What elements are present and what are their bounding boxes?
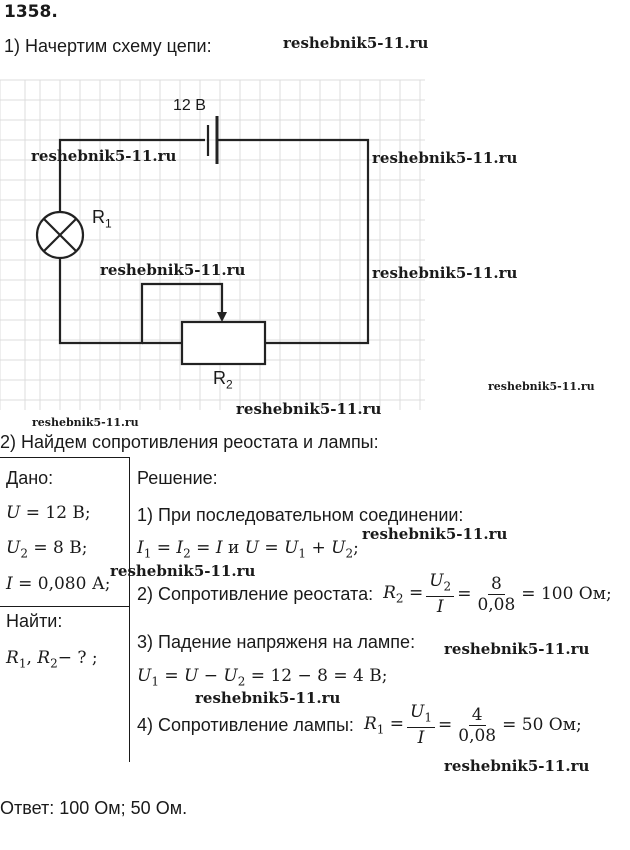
find-title: Найти: [6, 611, 63, 631]
rheostat-symbol [182, 322, 265, 364]
given-title: Дано: [6, 468, 54, 488]
given-i: I = 0,080 А; [6, 574, 111, 594]
rheostat-label: $R_2$ [213, 368, 233, 392]
find-values: $R_1$, $R_2-$ ? ; [6, 648, 98, 671]
solution-step1: 1) При последовательном соединении: [137, 505, 464, 525]
step1-heading: 1) Начертим схему цепи: [4, 36, 212, 56]
divider [0, 606, 130, 607]
watermark: reshebnik5-11.ru [488, 380, 595, 393]
watermark: reshebnik5-11.ru [444, 640, 590, 658]
watermark: reshebnik5-11.ru [372, 264, 518, 282]
problem-number: 1358. [4, 2, 58, 22]
lamp-symbol [37, 212, 83, 258]
watermark: reshebnik5-11.ru [444, 757, 590, 775]
watermark: reshebnik5-11.ru [283, 34, 429, 52]
watermark: reshebnik5-11.ru [236, 400, 382, 418]
solution-step1-formula: $I_1 = I_2 = I$ и $U = U_1 + U_2$; [137, 538, 359, 561]
given-u2: $U_2 = 8$ В; [6, 538, 88, 561]
divider [0, 457, 130, 458]
solution-step3-formula: $U_1 = U - U_2 = 12 - 8 = 4$ В; [137, 666, 388, 689]
watermark: reshebnik5-11.ru [31, 147, 177, 165]
battery-label: 12 В [173, 97, 206, 114]
given-u: U = 12 В; [6, 503, 91, 523]
watermark: reshebnik5-11.ru [362, 525, 508, 543]
solution-step2: 2) Сопротивление реостата: $R_2$ = $\frac{U_2}{I}$ = $\frac{8}{0,08}$ = 100 Ом; [137, 571, 612, 618]
circuit-diagram [0, 70, 430, 415]
wires [60, 140, 368, 343]
lamp-label: $R_1$ [92, 207, 112, 231]
watermark: reshebnik5-11.ru [195, 689, 341, 707]
watermark: reshebnik5-11.ru [32, 416, 139, 429]
divider [129, 457, 130, 762]
solution-step4: 4) Сопротивление лампы: $R_1$ = $\frac{U_1}{I}$ = $\frac{4}{0,08}$ = 50 Ом; [137, 702, 582, 749]
solution-title: Решение: [137, 468, 218, 488]
answer: Ответ: 100 Ом; 50 Ом. [0, 798, 188, 818]
watermark: reshebnik5-11.ru [372, 149, 518, 167]
watermark: reshebnik5-11.ru [110, 562, 256, 580]
solution-step3: 3) Падение напряженя на лампе: [137, 632, 416, 652]
watermark: reshebnik5-11.ru [100, 261, 246, 279]
step2-heading: 2) Найдем сопротивления реостата и лампы: [0, 432, 379, 452]
